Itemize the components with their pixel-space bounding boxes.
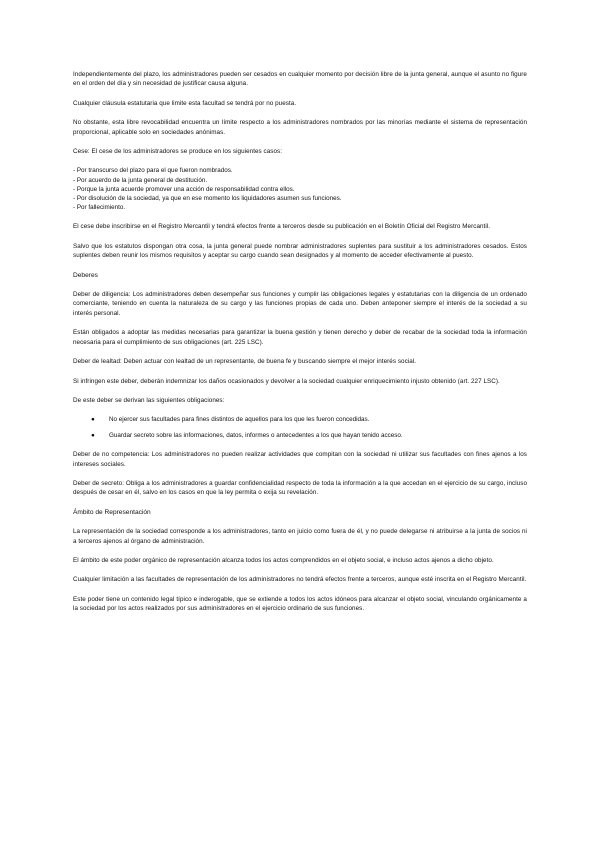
- paragraph: Este poder tiene un contenido legal típico e inderogable, que se extiende a todos los actos idóneos para alcanzar el objeto social, vinculando orgánicamente a la sociedad por los actos realizados por sus administradores en el ejercicio ordinario de sus funciones.: [73, 595, 527, 613]
- list-item: - Por fallecimiento.: [73, 204, 126, 212]
- paragraph: Deber de secreto: Obliga a los administradores a guardar confidencialidad respecto de toda la información a la que accedan en el ejercicio de su cargo, incluso después de cesar en él, salvo en los casos en que la ley permita o exija su revelación.: [73, 479, 527, 497]
- paragraph: Salvo que los estatutos dispongan otra cosa, la junta general puede nombrar administradores suplentes para sustituir a los administradores cesados. Estos suplentes deben reunir los mismos requisitos y aceptar su cargo cuando sean designados y al momento de acceder efectivamente al puesto.: [73, 242, 527, 260]
- paragraph: Independientemente del plazo, los administradores pueden ser cesados en cualquier momento por decisión libre de la junta general, aunque el asunto no figure en el orden del día y sin necesidad de justificar causa alguna.: [73, 71, 527, 88]
- list-item: - Porque la junta acuerde promover una acción de responsabilidad contra ellos.: [73, 185, 295, 193]
- list-item: - Por acuerdo de la junta general de destitución.: [73, 176, 208, 184]
- paragraph: Deber de no competencia: Los administradores no pueden realizar actividades que compitan con la sociedad ni utilizar sus facultades con fines ajenos a los intereses sociales.: [73, 451, 527, 468]
- paragraph: Deber de lealtad: Deben actuar con lealtad de un representante, de buena fe y buscando siempre el mejor interés social.: [73, 358, 417, 366]
- paragraph: Están obligados a adoptar las medidas necesarias para garantizar la buena gestión y tienen derecho y deber de recabar de la sociedad toda la información necesaria para el cumplimiento de sus obligaciones (art. 225 LSC).: [73, 329, 527, 346]
- list-item: - Por transcurso del plazo para el que fueron nombrados.: [73, 167, 233, 175]
- paragraph: El ámbito de este poder orgánico de representación alcanza todos los actos comprendidos en el objeto social, e incluso actos ajenos a dicho objeto.: [73, 556, 494, 564]
- section-heading-ambito: Ámbito de Representación: [73, 508, 151, 516]
- paragraph: El cese debe inscribirse en el Registro Mercantil y tendrá efectos frente a terceros desde su publicación en el Boletín Oficial del Registro Mercantil.: [73, 223, 491, 231]
- list-item-text: No ejercer sus facultades para fines distintos de aquellos para los que les fueron concedidas.: [109, 416, 370, 424]
- list-item: [91, 431, 527, 440]
- paragraph: De este deber se derivan las siguientes obligaciones:: [73, 396, 225, 404]
- paragraph: Deber de diligencia: Los administradores deben desempeñar sus funciones y cumplir las obligaciones legales y estatutarias con la diligencia de un ordenado comerciante, teniendo en cuenta la naturaleza de su cargo y las funciones propias de cada uno. Deben anteponer siempre el interés de la sociedad a su interés personal.: [73, 291, 527, 317]
- paragraph: No obstante, esta libre revocabilidad encuentra un límite respecto a los administradores nombrados por las minorías mediante el sistema de representación proporcional, aplicable solo en sociedades anónimas.: [73, 119, 527, 136]
- paragraph: La representación de la sociedad corresponde a los administradores, tanto en juicio como fuera de él, y no puede delegarse ni atribuirse a la junta de socios ni a terceros ajenos al órgano de administración.: [73, 528, 527, 545]
- section-heading-deberes: Deberes: [73, 271, 98, 279]
- paragraph: Cese: El cese de los administradores se produce en los siguientes casos:: [73, 148, 283, 156]
- bullet-icon: ●: [91, 416, 95, 424]
- list-item: [91, 415, 527, 424]
- cese-list: [73, 166, 527, 212]
- bullet-icon: ●: [91, 431, 95, 439]
- list-item-text: Guardar secreto sobre las informaciones, datos, informes o antecedentes a los que hayan tenido acceso.: [109, 431, 403, 439]
- paragraph: Cualquier limitación a las facultades de representación de los administradores no tendrá efectos frente a terceros, aunque esté inscrita en el Registro Mercantil.: [73, 576, 527, 584]
- paragraph: Cualquier cláusula estatutaria que limite esta facultad se tendrá por no puesta.: [73, 99, 297, 107]
- paragraph: Si infringen este deber, deberán indemnizar los daños ocasionados y devolver a la sociedad cualquier enriquecimiento injusto obtenido (art. 227 LSC).: [73, 377, 500, 385]
- list-item: - Por disolución de la sociedad, ya que en ese momento los liquidadores asumen sus funciones.: [73, 195, 342, 203]
- obligaciones-list: [73, 415, 527, 440]
